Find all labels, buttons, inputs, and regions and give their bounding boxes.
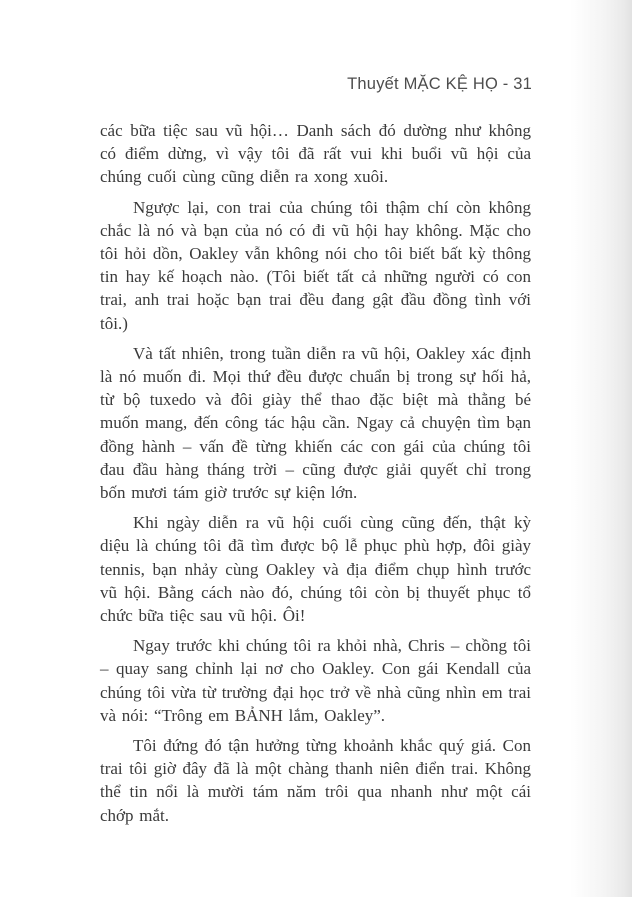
paragraph: Khi ngày diễn ra vũ hội cuối cùng cũng đến, thật kỳ diệu là chúng tôi đã tìm được bộ lễ phục phù hợp, đôi giày tennis, bạn nhảy cùng Oakley và địa điểm chụp hình trước vũ hội. Bằng cách nào đó, chúng tôi còn bị thuyết phục tổ chức bữa tiệc sau vũ hội. Ôi! bbox=[100, 513, 531, 626]
running-head bbox=[100, 75, 532, 94]
paragraph: các bữa tiệc sau vũ hội… Danh sách đó dường như không có điểm dừng, vì vậy tôi đã rất vui khi buổi vũ hội của chúng cuối cùng cũng diễn ra xong xuôi. bbox=[100, 121, 531, 187]
paragraph: Và tất nhiên, trong tuần diễn ra vũ hội, Oakley xác định là nó muốn đi. Mọi thứ đều được chuẩn bị trong sự hối hả, từ bộ tuxedo và đôi giày thể thao đặc biệt mà thằng bé muốn mang, đến công tác hậu cần. Ngay cả chuyện tìm bạn đồng hành – vấn đề từng khiến các con gái của chúng tôi đau đầu hàng tháng trời – cũng được giải quyết chỉ trong bốn mươi tám giờ trước sự kiện lớn. bbox=[100, 343, 531, 503]
paragraph: Ngược lại, con trai của chúng tôi thậm chí còn không chắc là nó và bạn của nó có đi vũ hội hay không. Mặc cho tôi hỏi dồn, Oakley vẫn không nói cho tôi biết bất kỳ thông tin hay kế hoạch nào. (Tôi biết tất cả những người có con trai, anh trai hoặc bạn trai đều đang gật đầu đồng tình với tôi.) bbox=[100, 197, 531, 333]
paragraph: Tôi đứng đó tận hưởng từng khoảnh khắc quý giá. Con trai tôi giờ đây đã là một chàng thanh niên điển trai. Không thể tin nổi là mười tám năm trôi qua nhanh như một cái chớp mắt. bbox=[100, 736, 531, 825]
paragraph: Ngay trước khi chúng tôi ra khỏi nhà, Chris – chồng tôi – quay sang chỉnh lại nơ cho Oakley. Con gái Kendall của chúng tôi vừa từ trường đại học trở về nhà cũng nhìn em trai và nói: “Trông em BẢNH lắm, Oakley”. bbox=[100, 636, 531, 725]
body-text-block bbox=[100, 119, 531, 827]
running-head-title: Thuyết MẶC KỆ HỌ - 31 bbox=[347, 75, 532, 93]
page-edge-shadow bbox=[570, 0, 632, 897]
